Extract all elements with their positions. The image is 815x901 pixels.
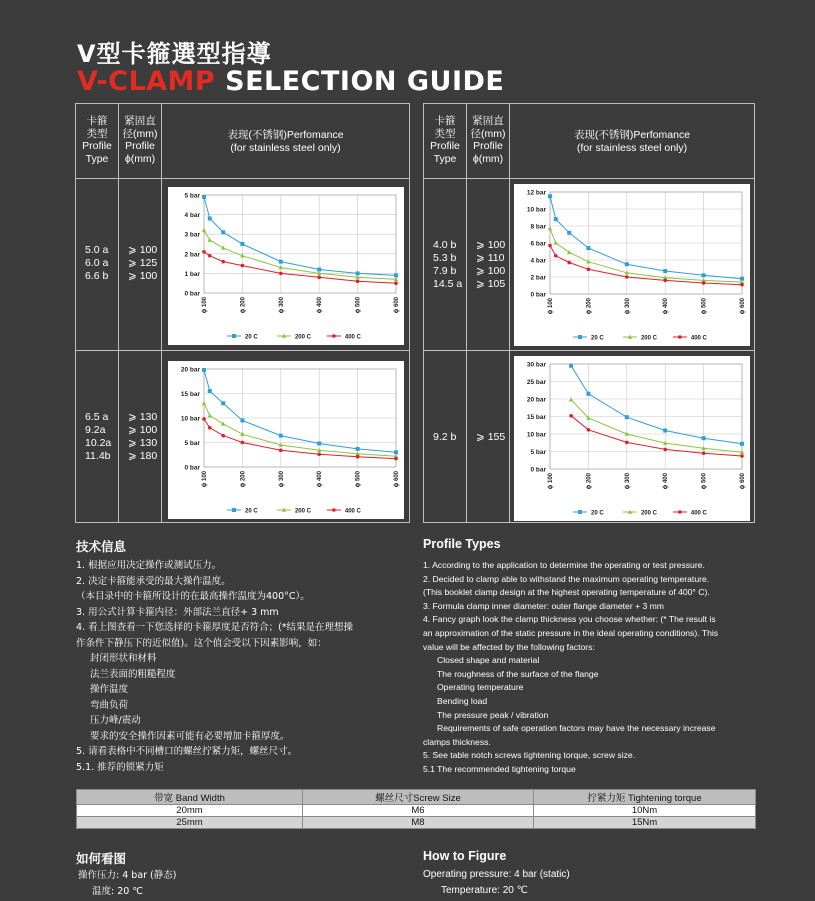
tech-info-en: 1. According to the application to determine the operating or test pressure. 2. Decided to clamp able to withstand the maximum operating temperature. (This booklet clamp design at the highest operating temperature of 400° C). 3. Formula clamp inner diameter: outer flange diameter + 3 mm 4. Fancy graph look the clamp thickness you choose whether: (* The result is an approximation of the static pressure in the ideal operating conditions). This value will be affected by the following factors: Closed shape and material The roughness of the surface of the flange Operating temperature Bending load The pressure peak / vibration Requirements of safe operation factors may have the necessary increase clamps thickness. 5. See table notch screws tightening torque, screw size. 5.1 The recommended tightening torque xyxy=(423,560,719,774)
y-tick-label: 12 bar xyxy=(526,189,546,197)
profile-diameters: ⩾ 100 ⩾ 125 ⩾ 100 xyxy=(128,244,158,282)
y-tick-label: 5 bar xyxy=(184,440,200,447)
data-point xyxy=(208,254,212,258)
data-point xyxy=(279,272,283,276)
data-point xyxy=(221,230,225,234)
y-tick-label: 0 bar xyxy=(184,464,200,472)
data-point xyxy=(317,452,321,456)
legend-label: 200 C xyxy=(294,334,311,341)
data-point xyxy=(241,264,245,268)
x-tick-label: ϕ 400 xyxy=(317,471,324,488)
data-point xyxy=(279,434,283,438)
legend-label: 200 C xyxy=(640,510,657,517)
data-point xyxy=(208,217,212,221)
legend-label: 20 C xyxy=(245,334,258,341)
table-row xyxy=(76,351,409,524)
x-tick-label: ϕ 100 xyxy=(548,473,554,490)
x-tick-label: ϕ 300 xyxy=(278,297,285,314)
data-point xyxy=(279,449,283,453)
header-tightening-torque: 拧紧力矩 Tightening torque xyxy=(534,790,756,805)
x-tick-label: ϕ 300 xyxy=(624,473,631,490)
tech-info-cn: 1. 根据应用决定操作或测试压力。 2. 决定卡箍能承受的最大操作温度。 （本目录中的卡箍所设计的在最高操作温度为400°C）。 3. 用公式计算卡箍内径：外部法兰直径+ 3 mm 4. 看上图查看一下您选择的卡箍厚度是否符合；(*结果是在理想操 作条件下静压下的近似值)。这个值会受以下因素影响，如： 封闭形状和材料 法兰表面的粗糙程度 操作温度 弯曲负荷 压力峰/震动 要求的安全操作因素可能有必要增加卡箍厚度。 5. 请看表格中不同槽口的螺丝拧紧力矩，螺丝尺寸。 5.1. 推荐的锁紧力矩 xyxy=(76,560,354,773)
y-tick-label: 25 bar xyxy=(526,379,546,386)
header-diameter: 紧固直 径(mm) Profile ϕ(mm) xyxy=(122,115,158,165)
y-tick-label: 4 bar xyxy=(184,212,200,220)
x-tick-label: ϕ 300 xyxy=(278,471,285,488)
legend-label: 20 C xyxy=(591,335,604,342)
table-header-row xyxy=(76,104,409,179)
header-profile-type: 卡箍 类型 Profile Type xyxy=(430,115,460,165)
data-point xyxy=(569,414,573,418)
how-line1-cn: 操作压力: 4 bar (静态) xyxy=(78,870,177,881)
x-tick-label: ϕ 500 xyxy=(701,473,708,490)
data-point xyxy=(221,421,225,425)
header-screw-size: 螺丝尺寸Screw Size xyxy=(303,790,534,805)
series-line-20C xyxy=(204,370,396,452)
legend-marker xyxy=(678,335,682,339)
data-point xyxy=(202,368,206,372)
tech-info-title-en: Profile Types xyxy=(423,537,501,551)
pressure-chart-4 xyxy=(514,356,750,521)
series-line-200C xyxy=(550,229,742,283)
y-tick-label: 0 bar xyxy=(184,290,200,298)
data-point xyxy=(625,275,629,279)
data-point xyxy=(569,364,573,368)
pressure-chart-2 xyxy=(168,361,404,519)
y-tick-label: 8 bar xyxy=(530,223,546,231)
x-tick-label: ϕ 200 xyxy=(586,473,593,490)
x-tick-label: ϕ 600 xyxy=(394,471,400,488)
data-point xyxy=(625,262,629,266)
data-point xyxy=(202,401,206,405)
data-point xyxy=(317,267,321,271)
data-point xyxy=(702,436,706,440)
data-point xyxy=(663,279,667,283)
x-tick-label: ϕ 300 xyxy=(624,298,631,315)
y-tick-label: 2 bar xyxy=(530,274,546,282)
data-point xyxy=(702,451,706,455)
data-point xyxy=(221,434,225,438)
legend-label: 400 C xyxy=(690,510,707,517)
series-line-200C xyxy=(571,400,742,453)
title-brand: V-CLAMP xyxy=(77,66,216,97)
chart-svg xyxy=(514,356,750,521)
cell: 10Nm xyxy=(534,805,756,817)
y-tick-label: 20 bar xyxy=(526,396,546,404)
data-point xyxy=(221,401,225,405)
profile-diameters: ⩾ 130 ⩾ 100 ⩾ 130 ⩾ 180 xyxy=(128,411,158,462)
data-point xyxy=(625,415,629,419)
data-point xyxy=(567,261,571,265)
table-row xyxy=(76,179,409,351)
chart-svg xyxy=(168,187,404,345)
profile-types: 5.0 a 6.0 a 6.6 b xyxy=(85,244,109,282)
data-point xyxy=(554,217,558,221)
how-line2-cn: 温度: 20 ℃ xyxy=(92,886,143,897)
data-point xyxy=(394,273,398,277)
y-tick-label: 15 bar xyxy=(180,391,200,398)
y-tick-label: 30 bar xyxy=(526,361,546,369)
tech-info-title-cn: 技术信息 xyxy=(76,539,127,554)
x-tick-label: ϕ 600 xyxy=(394,297,400,314)
data-point xyxy=(587,268,591,272)
y-tick-label: 1 bar xyxy=(184,270,200,278)
y-tick-label: 5 bar xyxy=(184,192,200,200)
header-band-width: 带宽 Band Width xyxy=(77,790,303,805)
data-point xyxy=(202,417,206,421)
torque-table xyxy=(76,789,756,829)
how-title-en: How to Figure xyxy=(423,849,507,863)
data-point xyxy=(208,413,212,417)
pressure-chart-1 xyxy=(168,187,404,345)
data-point xyxy=(554,254,558,258)
data-point xyxy=(317,276,321,280)
data-point xyxy=(394,281,398,285)
x-tick-label: ϕ 100 xyxy=(202,297,208,314)
data-point xyxy=(702,281,706,285)
table-row xyxy=(424,179,754,351)
header-profile-type: 卡箍 类型 Profile Type xyxy=(82,115,112,165)
legend-label: 20 C xyxy=(245,508,258,515)
x-tick-label: ϕ 600 xyxy=(740,473,746,490)
pressure-chart-3 xyxy=(514,184,750,346)
data-point xyxy=(208,389,212,393)
data-point xyxy=(548,226,552,230)
selection-table-right xyxy=(423,103,755,523)
cell: 25mm xyxy=(77,817,303,829)
profile-types: 4.0 b 5.3 b 7.9 b 14.5 a xyxy=(433,239,463,290)
legend-label: 20 C xyxy=(591,510,604,517)
data-point xyxy=(567,231,571,235)
data-point xyxy=(356,271,360,275)
y-tick-label: 20 bar xyxy=(180,366,200,374)
data-point xyxy=(279,260,283,264)
header-performance: 表现(不锈钢)Perfomance (for stainless steel only) xyxy=(573,129,691,154)
data-point xyxy=(202,195,206,199)
legend-marker xyxy=(578,510,582,514)
chart-svg xyxy=(168,361,404,519)
selection-table-left xyxy=(75,103,410,523)
data-point xyxy=(663,429,667,433)
data-point xyxy=(625,441,629,445)
x-tick-label: ϕ 200 xyxy=(240,297,247,314)
legend-label: 200 C xyxy=(640,335,657,342)
y-tick-label: 15 bar xyxy=(526,414,546,421)
y-tick-label: 3 bar xyxy=(184,231,200,239)
y-tick-label: 10 bar xyxy=(526,431,546,439)
data-point xyxy=(548,244,552,248)
data-point xyxy=(740,454,744,458)
title-english xyxy=(77,66,504,97)
how-line1-en: Operating pressure: 4 bar (static) xyxy=(423,869,570,880)
profile-diameters: ⩾ 100 ⩾ 110 ⩾ 100 ⩾ 105 xyxy=(476,239,506,290)
data-point xyxy=(586,392,590,396)
data-point xyxy=(663,269,667,273)
series-line-400C xyxy=(550,246,742,285)
chart-svg xyxy=(514,184,750,346)
cell: M6 xyxy=(303,805,534,817)
profile-diameters: ⩾ 155 xyxy=(476,431,506,443)
data-point xyxy=(702,273,706,277)
y-tick-label: 10 bar xyxy=(526,206,546,214)
data-point xyxy=(394,457,398,461)
cell: 15Nm xyxy=(534,817,756,829)
x-tick-label: ϕ 500 xyxy=(355,297,362,314)
legend-label: 400 C xyxy=(690,335,707,342)
x-tick-label: ϕ 200 xyxy=(240,471,247,488)
data-point xyxy=(554,241,558,245)
data-point xyxy=(663,448,667,452)
y-tick-label: 6 bar xyxy=(530,240,546,248)
x-tick-label: ϕ 200 xyxy=(586,298,593,315)
profile-types: 9.2 b xyxy=(433,431,457,443)
data-point xyxy=(317,441,321,445)
x-tick-label: ϕ 400 xyxy=(663,298,670,315)
table-row xyxy=(77,805,756,817)
legend-label: 400 C xyxy=(344,508,361,515)
data-point xyxy=(356,447,360,451)
data-point xyxy=(240,242,244,246)
legend-marker xyxy=(332,508,336,512)
data-point xyxy=(569,397,573,401)
legend-marker xyxy=(232,334,236,338)
x-tick-label: ϕ 400 xyxy=(317,297,324,314)
y-tick-label: 2 bar xyxy=(184,251,200,259)
data-point xyxy=(587,428,591,432)
x-tick-label: ϕ 100 xyxy=(202,471,208,488)
title-chinese: V型卡箍選型指導 xyxy=(77,40,272,68)
data-point xyxy=(394,450,398,454)
table-row xyxy=(77,817,756,829)
legend-marker xyxy=(578,335,582,339)
data-point xyxy=(740,442,744,446)
torque-table-header xyxy=(77,790,756,805)
series-line-400C xyxy=(204,252,396,283)
y-tick-label: 10 bar xyxy=(180,415,200,423)
how-title-cn: 如何看图 xyxy=(76,851,127,866)
cell: 20mm xyxy=(77,805,303,817)
x-tick-label: ϕ 600 xyxy=(740,298,746,315)
data-point xyxy=(240,418,244,422)
legend-marker xyxy=(332,334,336,338)
profile-types: 6.5 a 9.2a 10.2a 11.4b xyxy=(85,411,112,462)
y-tick-label: 0 bar xyxy=(530,466,546,474)
data-point xyxy=(356,455,360,459)
series-line-400C xyxy=(204,419,396,459)
x-tick-label: ϕ 500 xyxy=(355,471,362,488)
data-point xyxy=(208,426,212,430)
y-tick-label: 4 bar xyxy=(530,257,546,265)
legend-label: 200 C xyxy=(294,508,311,515)
data-point xyxy=(221,260,225,264)
header-diameter: 紧固直 径(mm) Profile ϕ(mm) xyxy=(470,115,506,165)
cell: M8 xyxy=(303,817,534,829)
table-row xyxy=(424,351,754,524)
x-tick-label: ϕ 500 xyxy=(701,298,708,315)
data-point xyxy=(567,250,571,254)
header-performance: 表现(不锈钢)Perfomance (for stainless steel only) xyxy=(227,129,344,154)
title-guide: SELECTION GUIDE xyxy=(225,66,505,97)
how-line2-en: Temperature: 20 ℃ xyxy=(441,885,528,896)
data-point xyxy=(356,279,360,283)
data-point xyxy=(241,441,245,445)
legend-marker xyxy=(232,508,236,512)
data-point xyxy=(740,283,744,287)
legend-marker xyxy=(678,510,682,514)
table-header-row xyxy=(424,104,754,179)
x-tick-label: ϕ 400 xyxy=(663,473,670,490)
data-point xyxy=(548,194,552,198)
data-point xyxy=(586,246,590,250)
data-point xyxy=(202,250,206,254)
y-tick-label: 0 bar xyxy=(530,291,546,299)
y-tick-label: 5 bar xyxy=(530,449,546,456)
x-tick-label: ϕ 100 xyxy=(548,298,554,315)
data-point xyxy=(202,228,206,232)
legend-label: 400 C xyxy=(344,334,361,341)
